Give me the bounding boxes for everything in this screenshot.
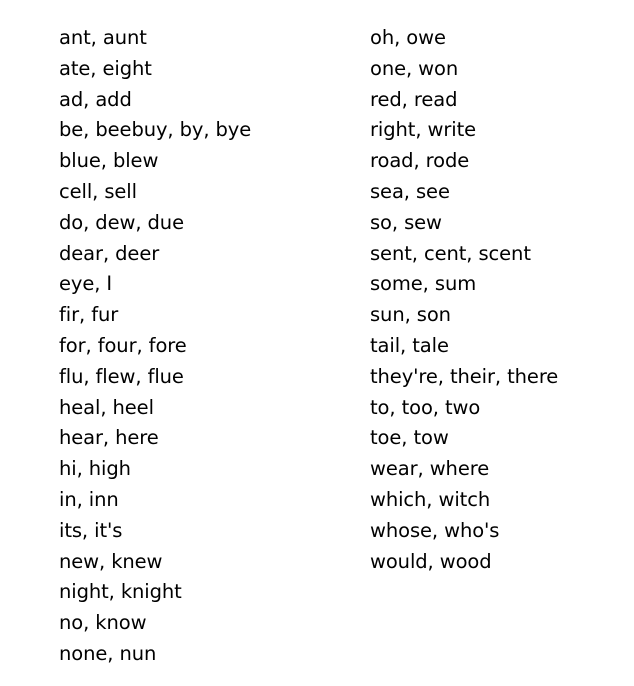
homophone-entry: wear, where (370, 457, 490, 481)
homophone-entry: do, dew, due (59, 210, 184, 234)
homophone-entry: ant, aunt (59, 26, 147, 49)
homophone-entry: fir, fur (59, 303, 119, 327)
homophone-entry: be, beebuy, by, bye (59, 118, 252, 142)
homophone-entry: eye, I (59, 272, 113, 296)
homophone-entry: night, knight (59, 580, 182, 604)
homophone-entry: so, sew (370, 210, 442, 234)
homophone-entry: for, four, fore (59, 333, 187, 357)
homophone-entry: would, wood (370, 549, 492, 573)
homophone-entry: sea, see (370, 179, 450, 203)
homophone-entry: blue, blew (59, 149, 159, 173)
homophone-entry: which, witch (370, 487, 491, 511)
homophone-entry: flu, flew, flue (59, 364, 184, 388)
homophone-entry: road, rode (370, 149, 470, 173)
homophone-entry: oh, owe (370, 26, 446, 49)
homophone-entry: none, nun (59, 641, 157, 665)
homophone-entry: red, read (370, 87, 458, 111)
homophone-entry: whose, who's (370, 518, 500, 542)
homophone-entry: toe, tow (370, 426, 449, 450)
homophone-entry: dear, deer (59, 241, 160, 265)
homophone-entry: they're, their, there (370, 364, 559, 388)
homophone-entry: tail, tale (370, 333, 449, 357)
homophone-entry: some, sum (370, 272, 477, 296)
homophone-entry: ad, add (59, 87, 132, 111)
homophone-entry: sun, son (370, 303, 451, 327)
homophone-entry: right, write (370, 118, 477, 142)
homophone-entry: in, inn (59, 487, 119, 511)
homophone-entry: one, won (370, 56, 459, 80)
homophone-entry: its, it's (59, 518, 123, 542)
homophone-list-right (370, 23, 558, 577)
homophone-entry: no, know (59, 611, 147, 635)
homophone-list-left (59, 23, 251, 670)
homophone-entry: hi, high (59, 457, 131, 481)
homophone-entry: hear, here (59, 426, 159, 450)
homophone-entry: cell, sell (59, 179, 137, 203)
homophone-entry: new, knew (59, 549, 163, 573)
homophone-entry: sent, cent, scent (370, 241, 531, 265)
homophone-entry: heal, heel (59, 395, 154, 419)
homophone-entry: to, too, two (370, 395, 481, 419)
homophone-entry: ate, eight (59, 56, 152, 80)
